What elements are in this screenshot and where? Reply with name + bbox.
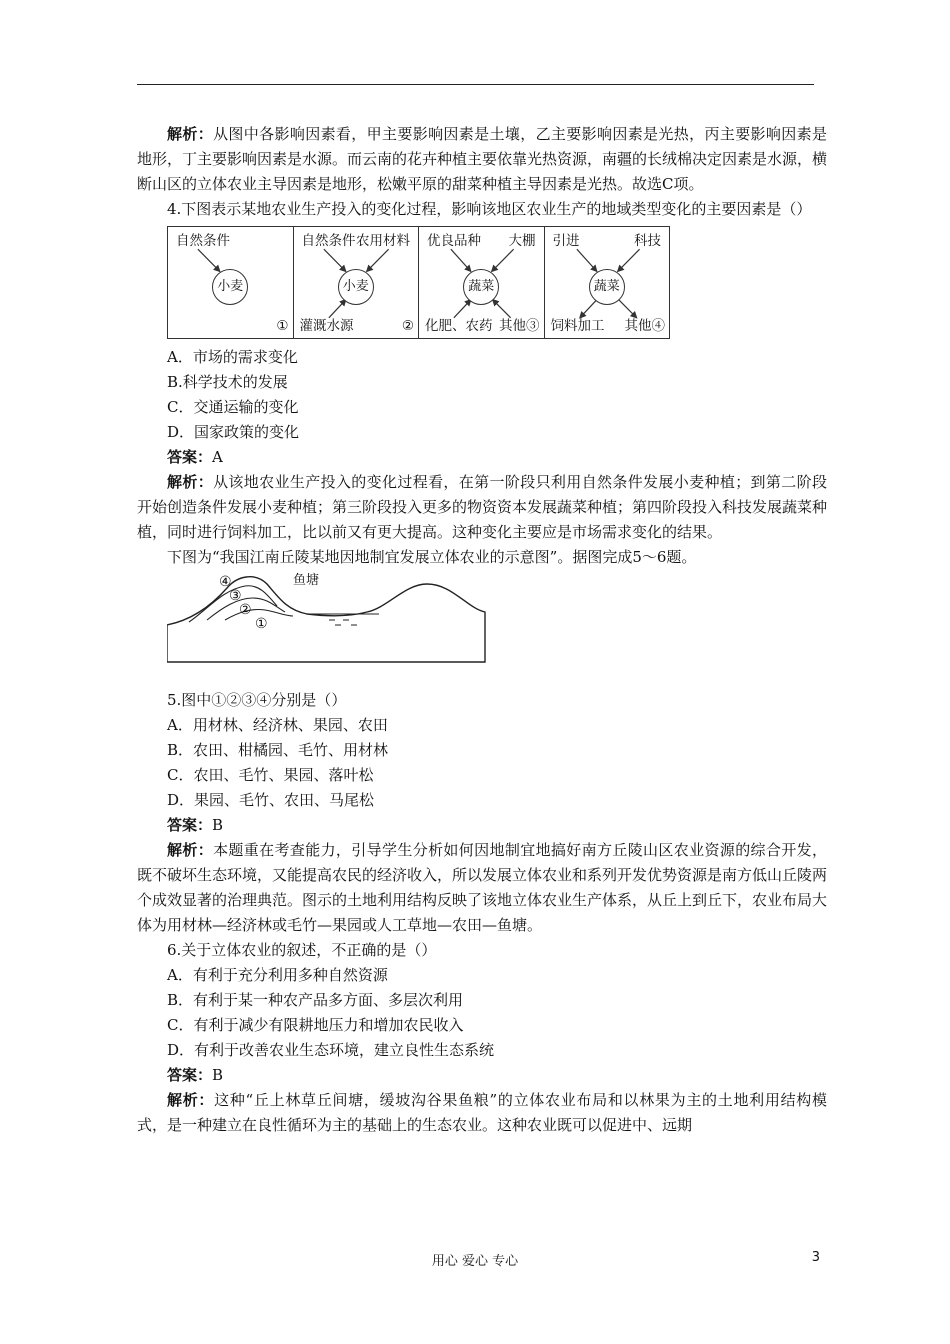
q4-stem: 4.下图表示某地农业生产投入的变化过程，影响该地区农业生产的地域类型变化的主要因素是（）	[167, 200, 812, 218]
marker-4: ④	[219, 574, 232, 590]
marker-2: ②	[239, 602, 252, 618]
q5-option-c: C．农田、毛竹、果园、落叶松	[167, 766, 374, 784]
panel-1-number: ①	[276, 318, 289, 334]
analysis-label: 解析：	[167, 473, 214, 491]
panel-3-top-left: 优良品种	[427, 233, 481, 249]
panel-4-bottom-left: 饲料加工	[550, 318, 605, 334]
figure-panel-1	[168, 227, 294, 338]
q5-stem: 5.图中①②③④分别是（）	[167, 691, 347, 709]
panel-2-bottom-left: 灌溉水源	[299, 318, 354, 334]
q5-answer	[137, 813, 827, 838]
q5-analysis	[137, 838, 827, 938]
analysis-label: 解析：	[167, 125, 214, 143]
panel-4-top-right: 科技	[634, 233, 661, 249]
q5-option-a: A．用材林、经济林、果园、农田	[167, 716, 388, 734]
panel-4-center: 蔬菜	[589, 269, 625, 305]
analysis-text: 从图中各影响因素看，甲主要影响因素是土壤，乙主要影响因素是光热，丙主要影响因素是地形，丁主要影响因素是水源。而云南的花卉种植主要依靠光热资源，南疆的长绒棉决定因素是水源，横断山区的立体农业主导因素是地形，松嫩平原的甜菜种植主导因素是光热。故选C项。	[137, 125, 828, 193]
figure-panel-2	[294, 227, 420, 338]
page-number: 3	[811, 1250, 820, 1265]
panel-3-top-right: 大棚	[508, 233, 536, 249]
answer-label: 答案：	[167, 448, 213, 466]
pond-label: 鱼塘	[293, 573, 320, 588]
q4-figure	[167, 226, 670, 339]
analysis-text: 这种“丘上林草丘间塘，缓坡沟谷果鱼粮”的立体农业布局和以林果为主的土地利用结构模式，是一种建立在良性循环为主的基础上的生态农业。这种农业既可以促进中、远期	[137, 1091, 827, 1134]
q5-option-b: B．农田、柑橘园、毛竹、用材林	[167, 741, 389, 759]
q6-option-d: D．有利于改善农业生态环境，建立良性生态系统	[167, 1041, 495, 1059]
analysis-text: 本题重在考查能力，引导学生分析如何因地制宜地搞好南方丘陵山区农业资源的综合开发，既不破坏生态环境，又能提高农民的经济收入，所以发展立体农业和系列开发优势资源是南方低山丘陵两个成效显著的治理典范。图示的土地利用结构反映了该地立体农业生产体系，从丘上到丘下，农业布局大体为用材林—经济林或毛竹—果园或人工草地—农田—鱼塘。	[137, 841, 828, 934]
q4-analysis	[137, 470, 827, 545]
q4-option-b: B.科学技术的发展	[167, 373, 288, 391]
page-content	[137, 122, 827, 1138]
figure-panel-3	[419, 227, 545, 338]
marker-1: ①	[255, 616, 268, 632]
panel-3-center: 蔬菜	[463, 269, 499, 305]
q6-stem: 6.关于立体农业的叙述，不正确的是（）	[167, 941, 437, 959]
q4-option-c: C．交通运输的变化	[167, 398, 299, 416]
figure-panel-4	[545, 227, 670, 338]
hill-figure	[167, 570, 587, 670]
analysis-label: 解析：	[167, 1091, 215, 1109]
answer-value: A	[212, 448, 223, 466]
header-rule	[137, 84, 814, 85]
q4-option-a: A．市场的需求变化	[167, 348, 298, 366]
q6-option-a: A．有利于充分利用多种自然资源	[167, 966, 388, 984]
q4-answer	[137, 445, 827, 470]
panel-3-bottom-left: 化肥、农药	[425, 318, 493, 334]
q4-option-d: D．国家政策的变化	[167, 423, 300, 441]
q6-answer	[137, 1063, 827, 1088]
panel-2-top-left: 自然条件	[301, 233, 356, 249]
panel-1-center: 小麦	[212, 269, 248, 305]
intro-5-6: 下图为“我国江南丘陵某地因地制宜发展立体农业的示意图”。据图完成5～6题。	[167, 548, 697, 566]
panel-4-bottom-right: 其他④	[624, 318, 665, 334]
analysis-label: 解析：	[167, 841, 214, 859]
panel-2-center: 小麦	[338, 269, 374, 305]
panel-3-bottom-right: 其他③	[499, 318, 540, 334]
answer-label: 答案：	[167, 816, 213, 834]
q6-analysis	[137, 1088, 827, 1138]
marker-3: ③	[229, 588, 242, 604]
footer-slogan: 用心 爱心 专心	[431, 1254, 519, 1269]
answer-label: 答案：	[167, 1066, 213, 1084]
q6-option-c: C．有利于减少有限耕地压力和增加农民收入	[167, 1016, 464, 1034]
answer-value: B	[212, 816, 224, 834]
analysis-prev	[137, 122, 827, 197]
panel-1-top-left: 自然条件	[176, 233, 230, 249]
answer-value: B	[212, 1066, 224, 1084]
analysis-text: 从该地农业生产投入的变化过程看，在第一阶段只利用自然条件发展小麦种植；到第二阶段开始创造条件发展小麦种植；第三阶段投入更多的物资资本发展蔬菜种植；第四阶段投入科技发展蔬菜种植，同时进行饲料加工，比以前又有更大提高。这种变化主要应是市场需求变化的结果。	[137, 473, 828, 541]
q5-option-d: D．果园、毛竹、农田、马尾松	[167, 791, 375, 809]
panel-2-number: ②	[401, 318, 414, 334]
panel-2-top-right: 农用材料	[356, 233, 410, 249]
q6-option-b: B．有利于某一种农产品多方面、多层次利用	[167, 991, 464, 1009]
panel-4-top-left: 引进	[552, 233, 580, 249]
